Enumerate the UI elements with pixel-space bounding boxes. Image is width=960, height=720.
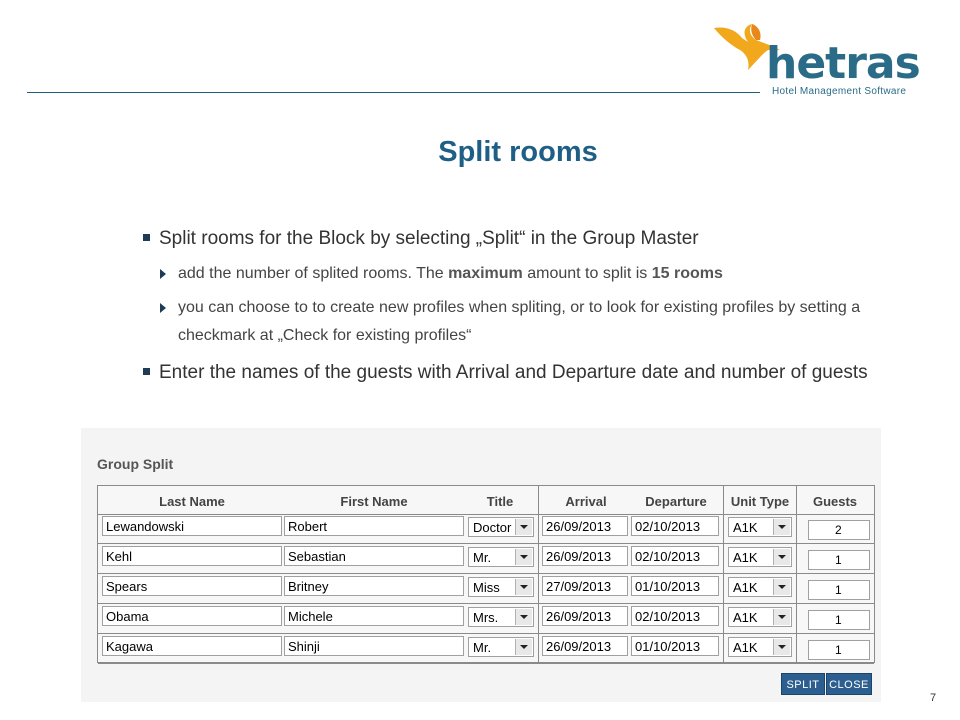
- chevron-down-icon[interactable]: [773, 609, 790, 625]
- header-arrival: Arrival: [565, 494, 607, 509]
- unit-type-value: A1K: [733, 580, 758, 595]
- departure-input[interactable]: 01/10/2013: [631, 576, 719, 596]
- first-name-input[interactable]: Britney: [284, 576, 464, 596]
- title-select[interactable]: [468, 637, 534, 657]
- unit-type-value: A1K: [733, 550, 758, 565]
- departure-input[interactable]: 01/10/2013: [631, 636, 719, 656]
- bullet-enter-names: Enter the names of the guests with Arrival and Departure date and number of guests: [140, 358, 930, 388]
- arrival-input[interactable]: 26/09/2013: [542, 516, 628, 536]
- header-first-name: First Name: [340, 494, 408, 509]
- table-row: [98, 604, 874, 634]
- slide-title: Split rooms: [438, 136, 598, 168]
- last-name-input[interactable]: Kagawa: [102, 636, 282, 656]
- hetras-logo: [712, 20, 932, 100]
- sub-bullet-text: add the number of splited rooms. The: [178, 265, 449, 282]
- chevron-down-icon[interactable]: [515, 549, 532, 565]
- first-name-input[interactable]: Michele: [284, 606, 464, 626]
- guests-input[interactable]: 1: [808, 610, 870, 630]
- departure-input[interactable]: 02/10/2013: [631, 516, 719, 536]
- header-divider: [27, 92, 760, 93]
- title-select[interactable]: [468, 517, 534, 537]
- guest-grid: [97, 485, 875, 663]
- title-select-value: Mr.: [473, 640, 492, 655]
- guests-input[interactable]: 2: [808, 520, 870, 540]
- group-split-panel: [81, 428, 881, 702]
- unit-type-value: A1K: [733, 520, 758, 535]
- header-unit-type: Unit Type: [730, 494, 790, 509]
- first-name-input[interactable]: Shinji: [284, 636, 464, 656]
- sub-bullet-max-rooms: [140, 260, 930, 288]
- table-row: [98, 574, 874, 604]
- chevron-down-icon[interactable]: [515, 639, 532, 655]
- header-last-name: Last Name: [159, 494, 225, 509]
- split-button[interactable]: SPLIT: [781, 673, 825, 695]
- sub-bullet-profiles: you can choose to to create new profiles when spliting, or to look for existing profiles by setting a checkmark at „Check for existing profiles“: [140, 294, 930, 350]
- sub-bullet-emphasis: 15 rooms: [651, 265, 723, 282]
- title-select[interactable]: [468, 607, 534, 627]
- guests-input[interactable]: 1: [808, 550, 870, 570]
- title-select[interactable]: [468, 577, 534, 597]
- first-name-input[interactable]: Sebastian: [284, 546, 464, 566]
- logo-wordmark: hetras: [766, 38, 920, 89]
- page-number: 7: [930, 692, 937, 704]
- bullet-list: [140, 224, 930, 388]
- guests-input[interactable]: 1: [808, 640, 870, 660]
- last-name-input[interactable]: Lewandowski: [102, 516, 282, 536]
- chevron-down-icon[interactable]: [773, 519, 790, 535]
- sub-bullet-emphasis: maximum: [448, 265, 523, 282]
- last-name-input[interactable]: Obama: [102, 606, 282, 626]
- header-title: Title: [486, 494, 514, 509]
- departure-input[interactable]: 02/10/2013: [631, 606, 719, 626]
- last-name-input[interactable]: Kehl: [102, 546, 282, 566]
- arrival-input[interactable]: 26/09/2013: [542, 546, 628, 566]
- sub-bullet-text: amount to split is: [522, 265, 652, 282]
- close-button[interactable]: CLOSE: [826, 673, 872, 695]
- chevron-down-icon[interactable]: [515, 519, 532, 535]
- title-select-value: Miss: [473, 580, 500, 595]
- logo-tagline: Hotel Management Software: [772, 86, 907, 97]
- title-select-value: Mr.: [473, 550, 492, 565]
- guests-input[interactable]: 1: [808, 580, 870, 600]
- last-name-input[interactable]: Spears: [102, 576, 282, 596]
- unit-type-value: A1K: [733, 610, 758, 625]
- title-select-value: Mrs.: [473, 610, 499, 625]
- chevron-down-icon[interactable]: [515, 609, 532, 625]
- unit-type-select[interactable]: [728, 517, 792, 537]
- header-departure: Departure: [645, 494, 707, 509]
- header-guests: Guests: [812, 494, 858, 509]
- bullet-split-rooms: Split rooms for the Block by selecting „Split“ in the Group Master: [140, 224, 930, 254]
- table-row: [98, 634, 874, 664]
- arrival-input[interactable]: 27/09/2013: [542, 576, 628, 596]
- chevron-down-icon[interactable]: [773, 639, 790, 655]
- first-name-input[interactable]: Robert: [284, 516, 464, 536]
- chevron-down-icon[interactable]: [515, 579, 532, 595]
- title-select-value: Doctor: [473, 520, 512, 535]
- unit-type-select[interactable]: [728, 577, 792, 597]
- unit-type-select[interactable]: [728, 607, 792, 627]
- departure-input[interactable]: 02/10/2013: [631, 546, 719, 566]
- chevron-down-icon[interactable]: [773, 549, 790, 565]
- arrival-input[interactable]: 26/09/2013: [542, 636, 628, 656]
- table-row: [98, 514, 874, 544]
- panel-title: Group Split: [97, 456, 174, 472]
- unit-type-select[interactable]: [728, 547, 792, 567]
- title-select[interactable]: [468, 547, 534, 567]
- unit-type-select[interactable]: [728, 637, 792, 657]
- table-row: [98, 544, 874, 574]
- chevron-down-icon[interactable]: [773, 579, 790, 595]
- arrival-input[interactable]: 26/09/2013: [542, 606, 628, 626]
- unit-type-value: A1K: [733, 640, 758, 655]
